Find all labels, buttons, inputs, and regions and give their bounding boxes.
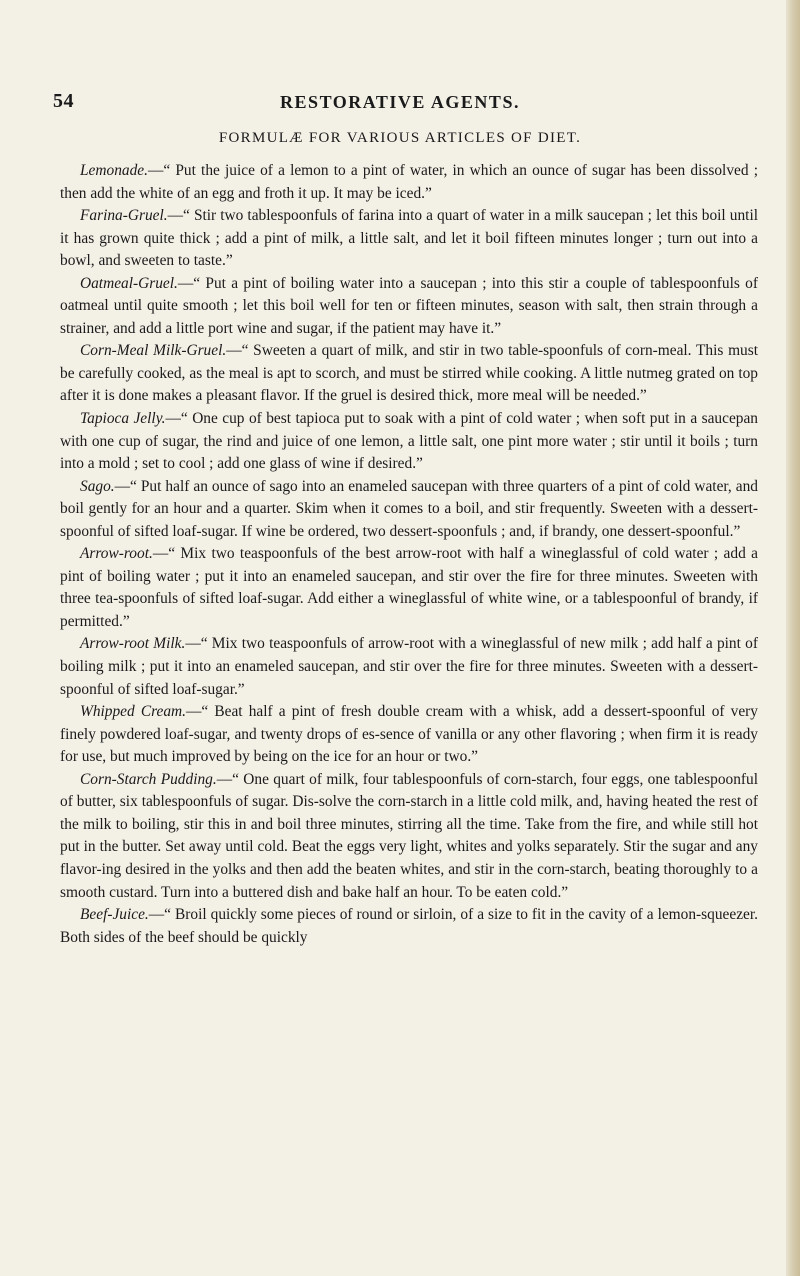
recipe-tapioca-jelly xyxy=(60,408,758,476)
recipe-text: —“ Stir two tablespoonfuls of farina into a quart of water in a milk saucepan ; let this boil until it has grown quite thick ; add a pint of milk, a little salt, and let it boil fifteen minutes longer ; turn out into a bowl, and sweeten to taste.” xyxy=(60,207,758,270)
recipe-sago xyxy=(60,476,758,544)
recipe-text: —“ Put a pint of boiling water into a saucepan ; into this stir a couple of tablespoonfuls of oatmeal until quite smooth ; let this boil well for ten or fifteen minutes, season with salt, then strain through a strainer, and add a little port wine and sugar, if the patient may have it.” xyxy=(60,274,758,337)
recipe-name: Corn-Meal Milk-Gruel. xyxy=(80,342,227,360)
recipe-name: Sago. xyxy=(80,477,115,495)
recipe-lemonade xyxy=(60,160,758,205)
recipe-text: —“ Broil quickly some pieces of round or sirloin, of a size to fit in the cavity of a lemon-squeezer. Both sides of the beef should be quickly xyxy=(60,906,758,946)
recipe-corn-meal-milk-gruel xyxy=(60,340,758,408)
recipe-name: Arrow-root Milk. xyxy=(80,635,186,653)
recipe-whipped-cream xyxy=(60,701,758,769)
recipe-list xyxy=(60,160,758,949)
recipe-name: Corn-Starch Pudding. xyxy=(80,770,217,788)
recipe-text: —“ Put half an ounce of sago into an enameled saucepan with three quarters of a pint of cold water, and boil gently for an hour and a quarter. Skim when it comes to a boil, and stir frequently. Sweeten with a dessert-spoonful of sifted loaf-sugar. If wine be ordered, two dessert-spoonfuls ; and, if brandy, one dessert-spoonful.” xyxy=(60,477,758,540)
page-edge xyxy=(786,0,800,1276)
recipe-corn-starch-pudding xyxy=(60,769,758,904)
section-title: FORMULÆ FOR VARIOUS ARTICLES OF DIET. xyxy=(218,130,582,146)
running-head: RESTORATIVE AGENTS. xyxy=(280,92,520,112)
recipe-farina-gruel xyxy=(60,205,758,273)
recipe-text: —“ Mix two teaspoonfuls of arrow-root with a wineglassful of new milk ; add half a pint of boiling milk ; put it into an enameled saucepan, and stir over the fire for three minutes. Sweeten with a dessert-spoonful of sifted loaf-sugar.” xyxy=(60,635,758,698)
recipe-text: —“ Put the juice of a lemon to a pint of water, in which an ounce of sugar has been dissolved ; then add the white of an egg and froth it up. It may be iced.” xyxy=(60,162,758,202)
recipe-name: Oatmeal-Gruel. xyxy=(80,274,178,292)
recipe-text: —“ Beat half a pint of fresh double cream with a whisk, add a dessert-spoonful of very finely powdered loaf-sugar, and twenty drops of es-sence of vanilla or any other flavoring ; when firm it is ready for use, but much improved by being on the ice for an hour or two.” xyxy=(60,703,758,766)
recipe-name: Tapioca Jelly. xyxy=(80,410,166,428)
recipe-name: Whipped Cream. xyxy=(80,703,187,721)
recipe-text: —“ Mix two teaspoonfuls of the best arrow-root with half a wineglassful of cold water ; add a pint of boiling water ; put it into an enameled saucepan, and stir over the fire for three minutes. Sweeten with three tea-spoonfuls of sifted loaf-sugar. Add either a wineglassful of white wine, or a tablespoonful of brandy, if permitted.” xyxy=(60,545,758,630)
recipe-text: —“ One quart of milk, four tablespoonfuls of corn-starch, four eggs, one tablespoonful of butter, six tablespoonfuls of sugar. Dis-solve the corn-starch in a little cold milk, and, having heated the rest of the milk to boiling, stir this in and boil three minutes, stirring all the time. Take from the fire, and while still hot put in the butter. Set away until cold. Beat the eggs very light, whites and yolks separately. Stir the sugar and any flavor-ing desired in the yolks and then add the beaten whites, and stir in the corn-starch, beating thoroughly to a smooth custard. Turn into a buttered dish and bake half an hour. To be eaten cold.” xyxy=(60,770,758,901)
page-number: 54 xyxy=(53,90,74,112)
recipe-arrow-root-milk xyxy=(60,633,758,701)
recipe-name: Farina-Gruel. xyxy=(80,207,168,225)
recipe-text: —“ Sweeten a quart of milk, and stir in two table-spoonfuls of corn-meal. This must be carefully cooked, as the meal is apt to scorch, and must be stirred while cooking. A little nutmeg grated on top after it is done makes a pleasant flavor. If the gruel is desired thick, more meal will be needed.” xyxy=(60,342,758,405)
recipe-name: Lemonade. xyxy=(80,162,148,179)
recipe-text: —“ One cup of best tapioca put to soak with a pint of cold water ; when soft put in a saucepan with one cup of sugar, the rind and juice of one lemon, a little salt, one pint more water ; stir until it boils ; turn into a mold ; set to cool ; add one glass of wine if desired.” xyxy=(60,410,758,473)
recipe-name: Beef-Juice. xyxy=(80,906,149,924)
recipe-oatmeal-gruel xyxy=(60,273,758,341)
recipe-name: Arrow-root. xyxy=(80,545,153,563)
recipe-arrow-root xyxy=(60,543,758,633)
recipe-beef-juice xyxy=(60,904,758,949)
